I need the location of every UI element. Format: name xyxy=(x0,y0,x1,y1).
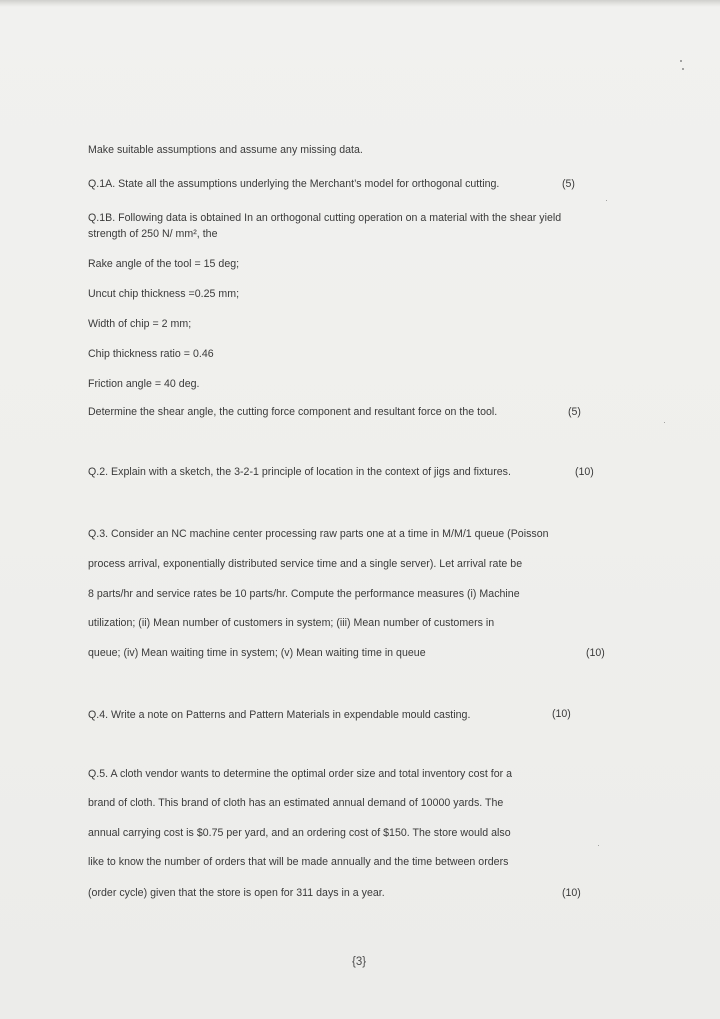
question-1b-marks: (5) xyxy=(568,406,581,418)
question-5-line-3: annual carrying cost is $0.75 per yard, and an ordering cost of $150. The store would also xyxy=(88,827,511,839)
question-1a-marks: (5) xyxy=(562,178,575,190)
scan-top-edge xyxy=(0,0,720,7)
question-5-line-4: like to know the number of orders that will be made annually and the time between orders xyxy=(88,856,509,868)
question-1b-line-2: strength of 250 N/ mm², the xyxy=(88,228,218,240)
question-3-line-4: utilization; (ii) Mean number of customers in system; (iii) Mean number of customers in xyxy=(88,617,495,629)
scan-speck xyxy=(598,845,599,846)
question-3-line-3: 8 parts/hr and service rates be 10 parts/hr. Compute the performance measures (i) Machine xyxy=(88,588,520,600)
scan-speck xyxy=(680,60,682,62)
page-number: {3} xyxy=(352,956,367,968)
question-1b-data-chip-width: Width of chip = 2 mm; xyxy=(88,318,192,330)
instructions-text: Make suitable assumptions and assume any missing data. xyxy=(88,144,363,156)
question-4-text: Q.4. Write a note on Patterns and Pattern Materials in expendable mould casting. xyxy=(88,709,471,721)
question-1b-data-rake-angle: Rake angle of the tool = 15 deg; xyxy=(88,258,240,270)
question-3-line-2: process arrival, exponentially distributed service time and a single server). Let arrival rate be xyxy=(88,558,523,570)
question-5-line-1: Q.5. A cloth vendor wants to determine the optimal order size and total inventory cost for a xyxy=(88,768,513,780)
question-1b-line-1: Q.1B. Following data is obtained In an orthogonal cutting operation on a material with the shear yield xyxy=(88,212,562,224)
question-2-marks: (10) xyxy=(575,466,594,478)
question-5-line-2: brand of cloth. This brand of cloth has an estimated annual demand of 10000 yards. The xyxy=(88,797,504,809)
question-5-marks: (10) xyxy=(562,887,581,899)
scan-speck xyxy=(606,200,607,201)
question-1b-task: Determine the shear angle, the cutting force component and resultant force on the tool. xyxy=(88,406,498,418)
question-1b-data-uncut-chip: Uncut chip thickness =0.25 mm; xyxy=(88,288,240,300)
question-5-line-5: (order cycle) given that the store is open for 311 days in a year. xyxy=(88,887,385,899)
question-3-line-1: Q.3. Consider an NC machine center processing raw parts one at a time in M/M/1 queue (Poisson xyxy=(88,528,549,540)
question-4-marks: (10) xyxy=(552,708,571,720)
question-1b-data-chip-ratio: Chip thickness ratio = 0.46 xyxy=(88,348,214,360)
scan-speck xyxy=(664,422,665,423)
question-1a-text: Q.1A. State all the assumptions underlying the Merchant’s model for orthogonal cutting. xyxy=(88,178,500,190)
question-2-text: Q.2. Explain with a sketch, the 3-2-1 principle of location in the context of jigs and fixtures. xyxy=(88,466,511,478)
question-3-line-5: queue; (iv) Mean waiting time in system; (v) Mean waiting time in queue xyxy=(88,647,426,659)
question-1b-data-friction-angle: Friction angle = 40 deg. xyxy=(88,378,200,390)
scan-speck xyxy=(682,68,684,70)
question-3-marks: (10) xyxy=(586,647,605,659)
